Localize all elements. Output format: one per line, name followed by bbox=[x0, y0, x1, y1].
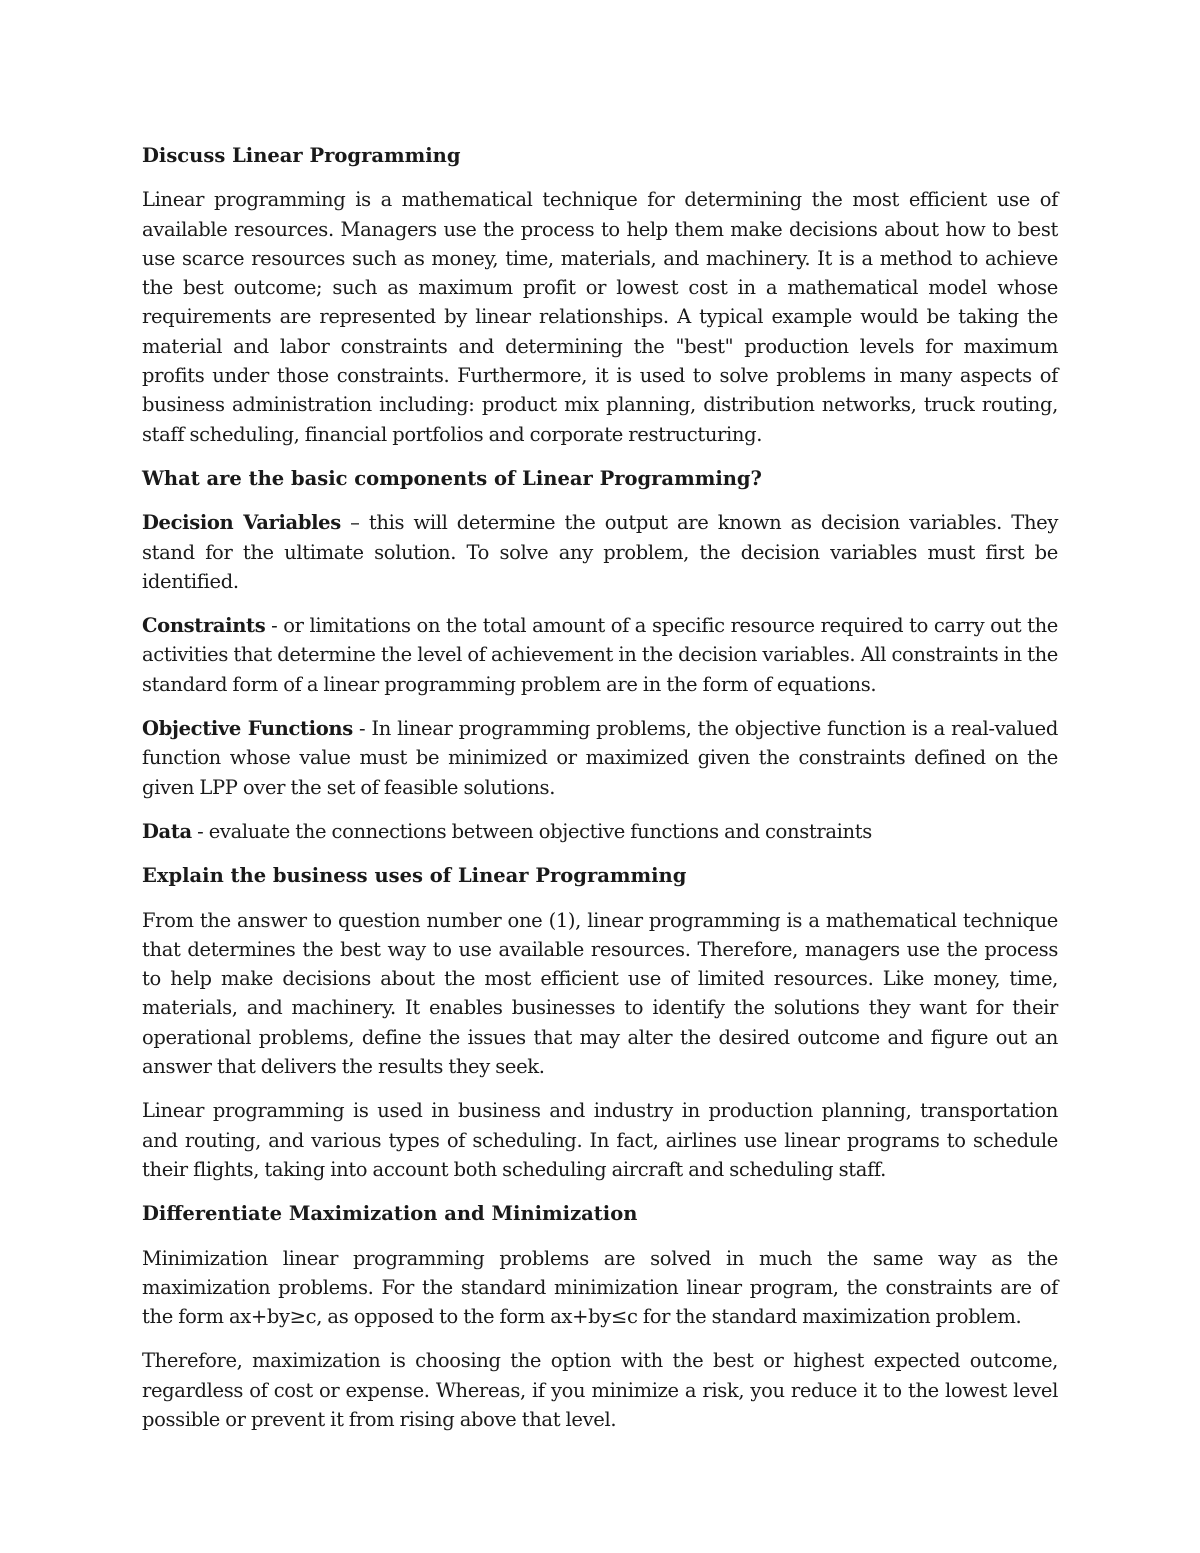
heading-discuss-linear-programming: Discuss Linear Programming bbox=[142, 144, 461, 167]
paragraph-business-uses-2: Linear programming is used in business and industry in production planning, transportation and routing, and various types of scheduling. In fact, airlines use linear programs to schedule their flights, taking into account both scheduling aircraft and scheduling staff. bbox=[142, 1099, 1058, 1181]
component-constraints bbox=[142, 611, 1058, 699]
component-data-text: - evaluate the connections between objective functions and constraints bbox=[191, 819, 872, 843]
paragraph-max-min-1: Minimization linear programming problems are solved in much the same way as the maximization problems. For the standard minimization linear program, the constraints are of the form ax+by≥c, as opposed to the form ax+by≤c for the standard maximization problem. bbox=[142, 1246, 1058, 1329]
heading-max-min: Differentiate Maximization and Minimization bbox=[142, 1202, 638, 1226]
heading-business-uses: Explain the business uses of Linear Programming bbox=[142, 864, 687, 888]
term-decision-variables: Decision Variables bbox=[142, 511, 341, 535]
term-objective-functions: Objective Functions bbox=[142, 717, 353, 741]
component-data bbox=[142, 817, 1058, 846]
paragraph-max-min-2: Therefore, maximization is choosing the option with the best or highest expected outcome, regardless of cost or expense. Whereas, if you minimize a risk, you reduce it to the lowest level possible or prevent it from rising above that level. bbox=[142, 1349, 1058, 1431]
term-constraints: Constraints bbox=[142, 614, 266, 638]
term-data: Data bbox=[142, 819, 192, 843]
component-decision-variables-text: – this will determine the output are known as decision variables. They stand for the ultimate solution. To solve any problem, the decision variables must first be identified. bbox=[142, 511, 1059, 593]
paragraph-lp-definition: Linear programming is a mathematical technique for determining the most efficient use of available resources. Managers use the process to help them make decisions about how to best use scarce resources such as money, time, materials, and machinery. It is a method to achieve the best outcome; such as maximum profit or lowest cost in a mathematical model whose requirements are represented by linear relationships. A typical example would be taking the material and labor constraints and determining the "best" production levels for maximum profits under those constraints. Furthermore, it is used to solve problems in many aspects of business administration including: product mix planning, distribution networks, truck routing, staff scheduling, financial portfolios and corporate restructuring. bbox=[142, 188, 1058, 446]
component-decision-variables bbox=[142, 508, 1058, 596]
component-objective-functions-text: - In linear programming problems, the objective function is a real-valued function whose value must be minimized or maximized given the constraints defined on the given LPP over the set of feasible solutions. bbox=[142, 717, 1059, 799]
paragraph-business-uses-1: From the answer to question number one (1), linear programming is a mathematical technique that determines the best way to use available resources. Therefore, managers use the process to help make decisions about the most efficient use of limited resources. Like money, time, materials, and machinery. It enables businesses to identify the solutions they want for their operational problems, define the issues that may alter the desired outcome and figure out an answer that delivers the results they seek. bbox=[142, 908, 1058, 1079]
component-constraints-text: - or limitations on the total amount of a specific resource required to carry out the activities that determine the level of achievement in the decision variables. All constraints in the standard form of a linear programming problem are in the form of equations. bbox=[142, 614, 1058, 696]
component-objective-functions bbox=[142, 714, 1058, 802]
heading-basic-components: What are the basic components of Linear Programming? bbox=[142, 466, 762, 490]
